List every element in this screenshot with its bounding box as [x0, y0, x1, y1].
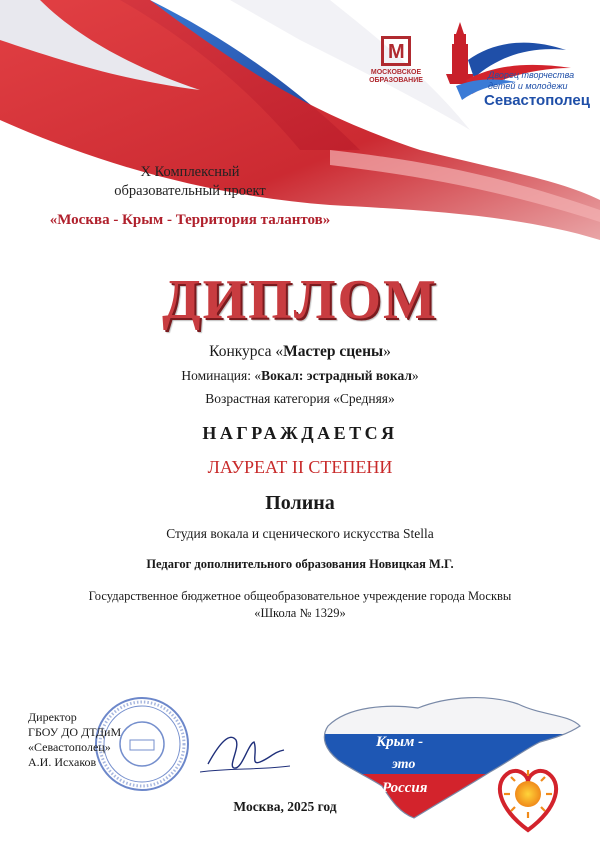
- palace-logo-line1: Дворец творчества: [488, 70, 575, 80]
- sun-heart-icon: [500, 770, 556, 830]
- laureate-degree: ЛАУРЕАТ II СТЕПЕНИ: [207, 457, 393, 477]
- studio-name: Студия вокала и сценического искусства Stella: [166, 526, 434, 541]
- nomination-suffix: »: [411, 368, 419, 383]
- project-line2: образовательный проект: [114, 183, 266, 199]
- contest-suffix: »: [383, 343, 391, 360]
- contest-prefix: Конкурса «: [209, 343, 284, 360]
- project-line1: X Комплексный: [140, 164, 240, 180]
- nomination-name: Вокал: эстрадный вокал: [261, 368, 412, 383]
- nomination-prefix: Номинация: «: [181, 368, 262, 383]
- crimea-badge-line1: Крым -: [376, 734, 424, 750]
- palace-logo-line2: детей и молодежи: [488, 81, 568, 91]
- moscow-education-logo: [368, 36, 424, 98]
- director-name: А.И. Исхаков: [28, 755, 97, 769]
- palace-logo-name: Севастополец: [484, 92, 590, 109]
- moscow-education-mark: [381, 36, 411, 66]
- palace-sevastopolets-logo: [436, 20, 590, 115]
- director-org: ГБОУ ДО ДТДиМ: [28, 725, 122, 739]
- director-title: Директор: [28, 710, 77, 724]
- director-signature: [200, 722, 290, 782]
- nomination-line: [0, 368, 600, 384]
- moscow-education-letter: M: [388, 41, 405, 63]
- contest-name: Мастер сцены: [283, 343, 384, 360]
- crimea-russia-badge: [318, 686, 588, 836]
- school-line2: «Школа № 1329»: [254, 606, 346, 620]
- director-block: [28, 710, 188, 770]
- project-name: «Москва - Крым - Территория талантов»: [49, 212, 331, 228]
- contest-line: [0, 343, 600, 361]
- age-category: Возрастная категория «Средняя»: [205, 391, 395, 406]
- moscow-education-text: МОСКОВСКОЕ ОБРАЗОВАНИЕ: [369, 69, 423, 84]
- school-line1: Государственное бюджетное общеобразовательное учреждение города Москвы: [88, 589, 512, 603]
- city-year: Москва, 2025 год: [233, 799, 337, 814]
- diploma-title: ДИПЛОМ: [162, 269, 438, 331]
- awarded-heading: НАГРАЖДАЕТСЯ: [202, 423, 398, 443]
- director-org-name: «Севастополец»: [28, 740, 111, 754]
- teacher-name: Педагог дополнительного образования Новицкая М.Г.: [146, 557, 454, 571]
- crimea-badge-line2: это: [392, 757, 416, 772]
- crimea-badge-line3: Россия: [382, 780, 428, 796]
- recipient-name: Полина: [265, 492, 335, 514]
